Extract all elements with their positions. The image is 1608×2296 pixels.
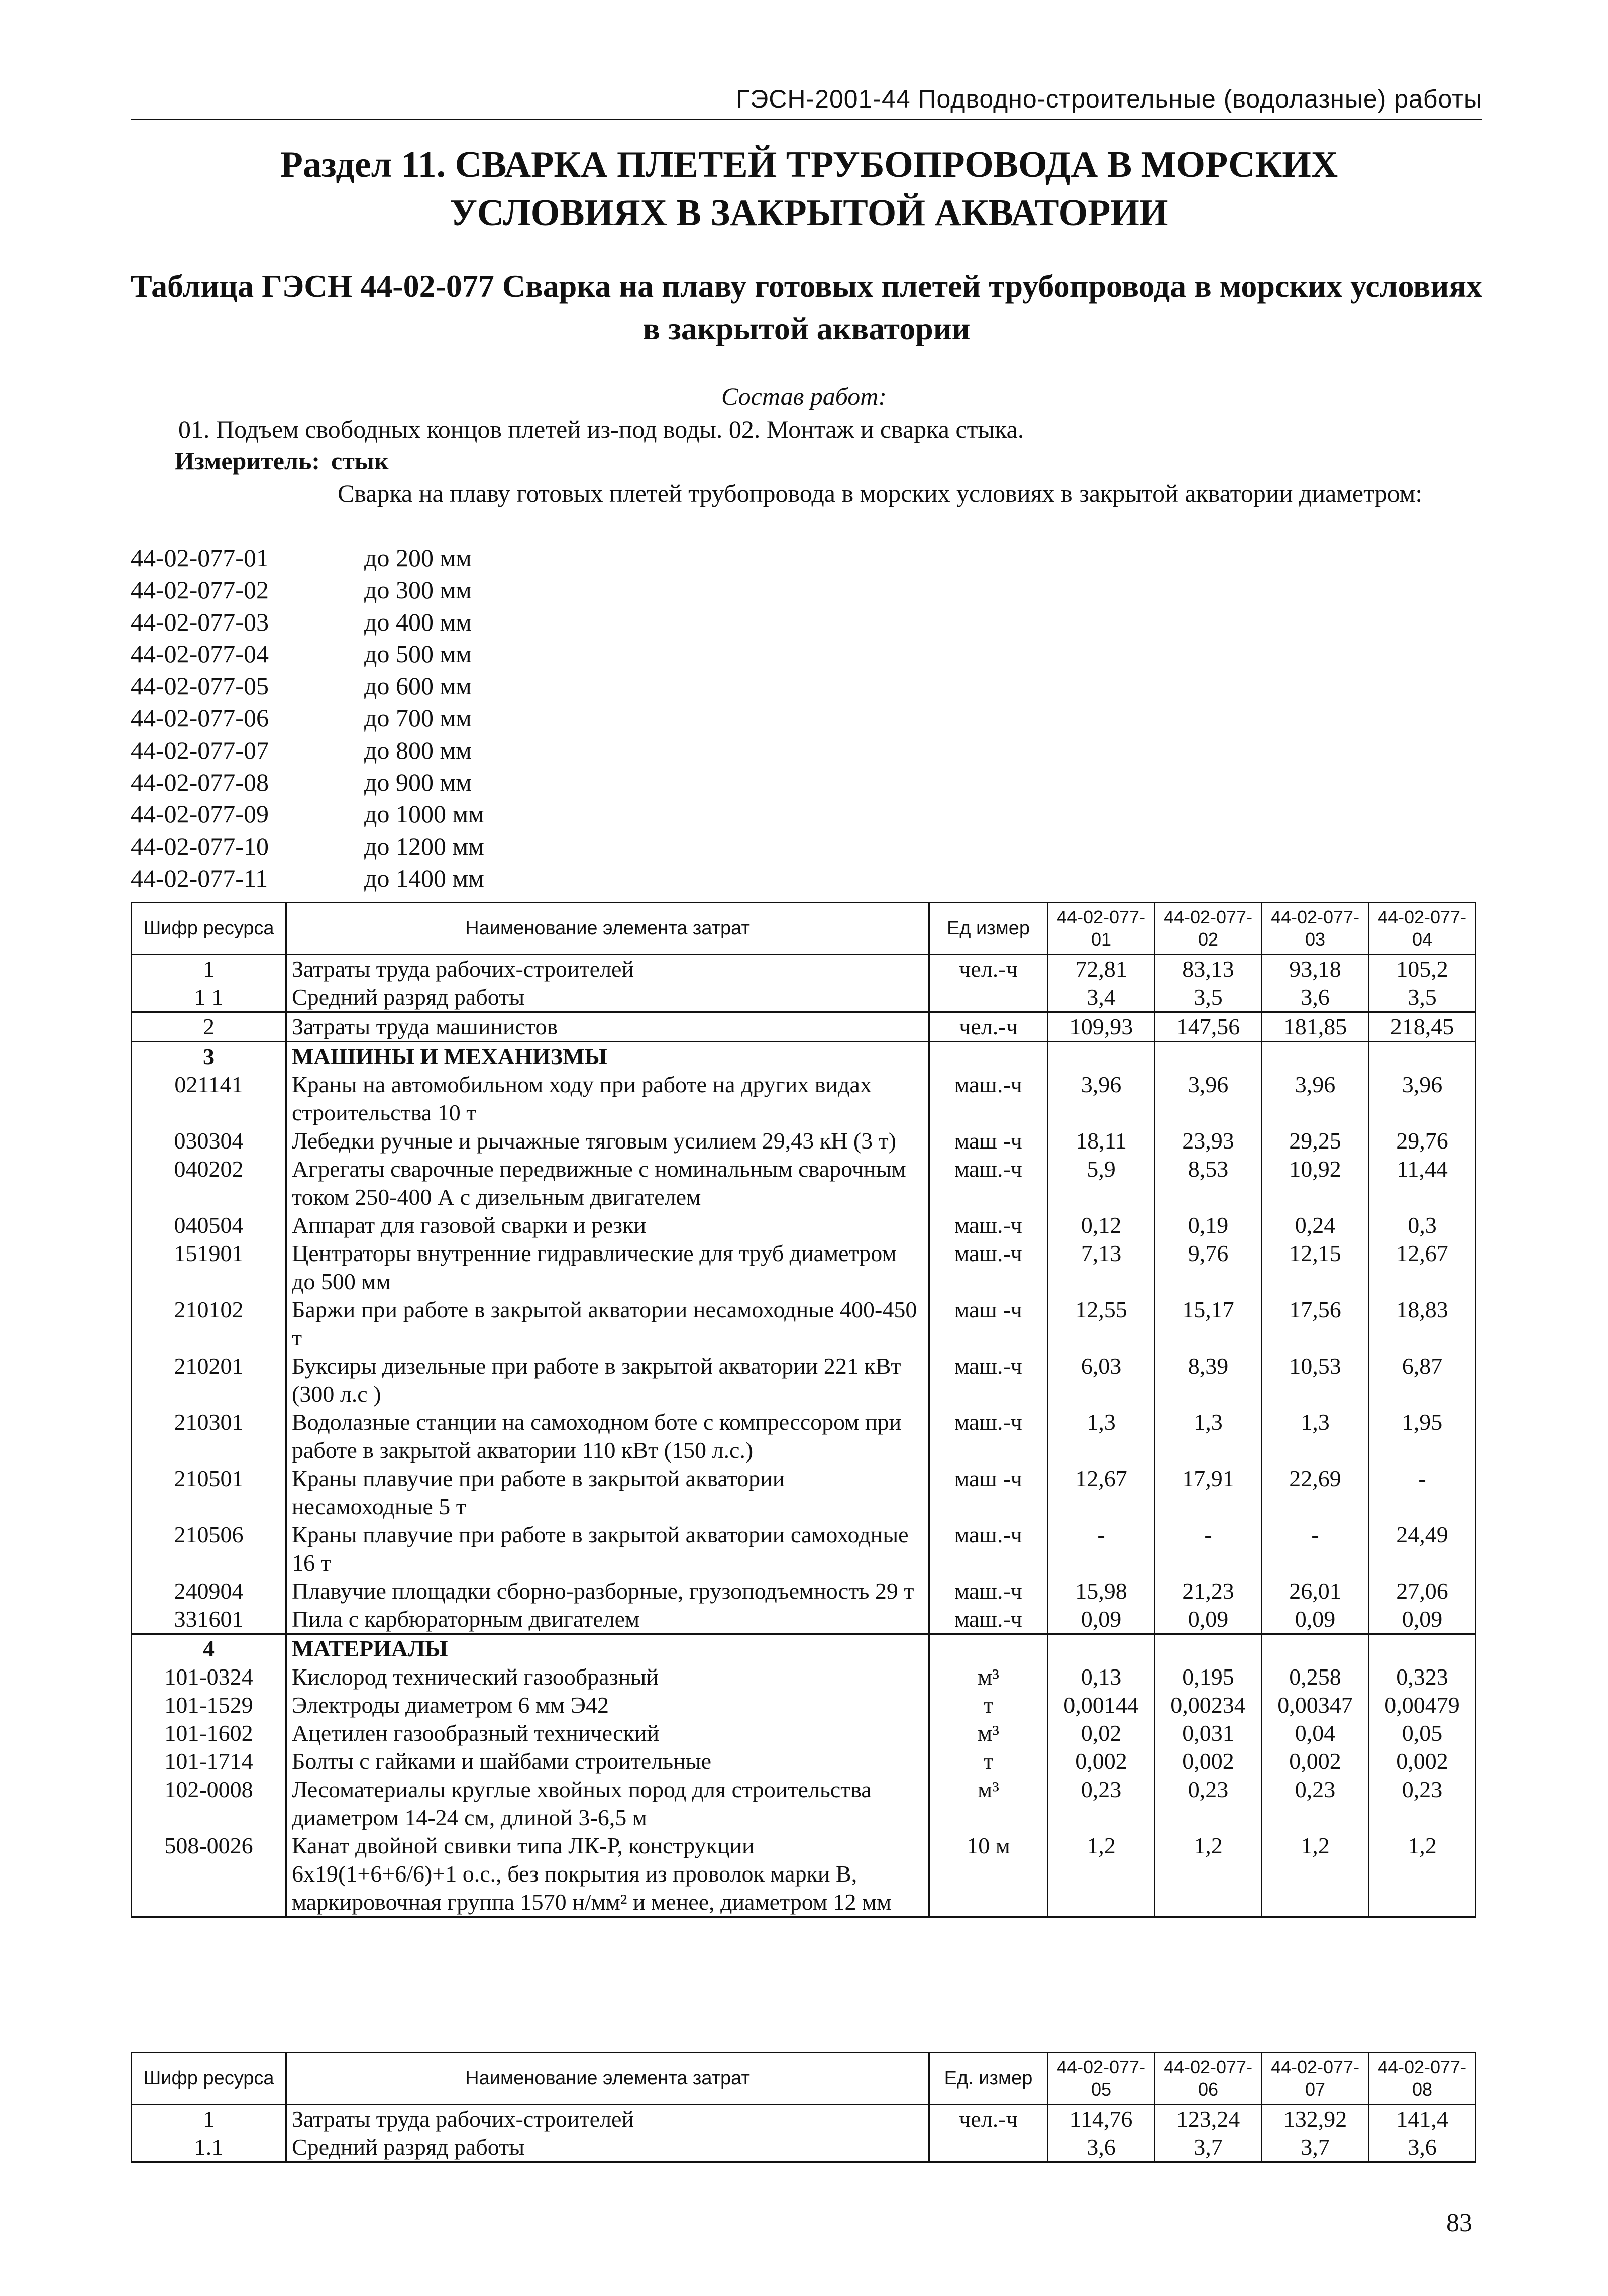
header-norm-3: 44-02-077-03 — [1262, 903, 1369, 955]
code-list-item — [131, 574, 484, 606]
cell-cost-element: Ацетилен газообразный технический — [286, 1719, 929, 1747]
cell-value: 0,00144 — [1048, 1691, 1155, 1719]
table-row — [132, 1719, 1476, 1747]
cell-value: 1,3 — [1155, 1408, 1262, 1465]
table-title: Таблица ГЭСН 44-02-077 Сварка на плаву готовых плетей трубопровода в морских условиях в закрытой акватории — [131, 268, 1482, 346]
code-list-item — [131, 702, 484, 735]
cell-value: 3,96 — [1369, 1071, 1476, 1127]
cell-value: 0,3 — [1369, 1211, 1476, 1239]
cell-resource-code: 508-0026 — [132, 1832, 286, 1917]
header-cost-element: Наименование элемента затрат — [286, 903, 929, 955]
cell-value: 114,76 — [1048, 2105, 1155, 2134]
cell-value: 105,2 — [1369, 955, 1476, 984]
table-row — [132, 1691, 1476, 1719]
cell-value: 12,15 — [1262, 1239, 1369, 1296]
item-code: 44-02-077-05 — [131, 672, 269, 700]
table-header-row — [132, 2053, 1476, 2105]
cell-value: 3,6 — [1048, 2133, 1155, 2162]
cell-cost-element: Болты с гайками и шайбами строительные — [286, 1747, 929, 1776]
cell-unit: т — [929, 1747, 1048, 1776]
code-list-item — [131, 767, 484, 799]
cell-cost-element: Водолазные станции на самоходном боте с компрессором при работе в закрытой акватории 110 кВт (150 л.с.) — [286, 1408, 929, 1465]
cell-value: 3,5 — [1155, 983, 1262, 1012]
cell-value: 0,09 — [1155, 1605, 1262, 1634]
item-code: 44-02-077-02 — [131, 575, 269, 604]
cell-value: 0,13 — [1048, 1663, 1155, 1691]
item-label: до 1000 мм — [364, 800, 484, 828]
cell-cost-element: Краны на автомобильном ходу при работе на других видах строительства 10 т — [286, 1071, 929, 1127]
cell-value — [1369, 1634, 1476, 1663]
cell-value: 141,4 — [1369, 2105, 1476, 2134]
cell-value: - — [1048, 1521, 1155, 1577]
cell-resource-code: 210501 — [132, 1465, 286, 1521]
cell-cost-element: Баржи при работе в закрытой акватории несамоходные 400-450 т — [286, 1296, 929, 1352]
cell-unit: маш.-ч — [929, 1577, 1048, 1605]
cell-unit: маш.-ч — [929, 1211, 1048, 1239]
item-code: 44-02-077-01 — [131, 544, 269, 572]
cell-cost-element: Затраты труда рабочих-строителей — [286, 955, 929, 984]
cell-resource-code: 210201 — [132, 1352, 286, 1408]
item-label: до 900 мм — [364, 768, 472, 796]
header-norm-1: 44-02-077-05 — [1048, 2053, 1155, 2105]
cell-unit: 10 м — [929, 1832, 1048, 1917]
header-norm-1: 44-02-077-01 — [1048, 903, 1155, 955]
item-label: до 1200 мм — [364, 832, 484, 861]
cell-cost-element: Электроды диаметром 6 мм Э42 — [286, 1691, 929, 1719]
table-row — [132, 1155, 1476, 1211]
cell-cost-element: Краны плавучие при работе в закрытой акватории самоходные 16 т — [286, 1521, 929, 1577]
code-list-item — [131, 638, 484, 670]
cell-value: 24,49 — [1369, 1521, 1476, 1577]
table-row — [132, 1042, 1476, 1071]
header-norm-2: 44-02-077-02 — [1155, 903, 1262, 955]
cell-resource-code: 101-1714 — [132, 1747, 286, 1776]
code-list-item — [131, 606, 484, 639]
cell-value: 1,3 — [1262, 1408, 1369, 1465]
cell-value: 23,93 — [1155, 1127, 1262, 1155]
table-row — [132, 1465, 1476, 1521]
cell-resource-code: 4 — [132, 1634, 286, 1663]
cell-value: 3,96 — [1155, 1071, 1262, 1127]
cell-value: 12,55 — [1048, 1296, 1155, 1352]
table-row — [132, 1776, 1476, 1832]
cell-value: 0,258 — [1262, 1663, 1369, 1691]
header-norm-3: 44-02-077-07 — [1262, 2053, 1369, 2105]
cell-value: 21,23 — [1155, 1577, 1262, 1605]
cell-cost-element: Агрегаты сварочные передвижные с номинальным сварочным током 250-400 А с дизельным двигателем — [286, 1155, 929, 1211]
cell-resource-code: 101-1602 — [132, 1719, 286, 1747]
cell-value: 15,98 — [1048, 1577, 1155, 1605]
table-row — [132, 1127, 1476, 1155]
cell-value: 3,7 — [1155, 2133, 1262, 2162]
cell-resource-code: 101-0324 — [132, 1663, 286, 1691]
cell-value: 0,24 — [1262, 1211, 1369, 1239]
measure-label: Измеритель: — [175, 447, 320, 475]
item-label: до 800 мм — [364, 736, 472, 764]
item-code: 44-02-077-04 — [131, 640, 269, 668]
section-title: Раздел 11. СВАРКА ПЛЕТЕЙ ТРУБОПРОВОДА В МОРСКИХ УСЛОВИЯХ В ЗАКРЫТОЙ АКВАТОРИИ — [280, 144, 1338, 234]
cell-cost-element: Затраты труда машинистов — [286, 1012, 929, 1042]
cell-value: 0,02 — [1048, 1719, 1155, 1747]
header-unit: Ед измер — [929, 903, 1048, 955]
item-code: 44-02-077-06 — [131, 703, 269, 732]
cell-unit: т — [929, 1691, 1048, 1719]
cell-resource-code: 331601 — [132, 1605, 286, 1634]
table-row — [132, 1408, 1476, 1465]
cell-value: 109,93 — [1048, 1012, 1155, 1042]
cell-unit — [929, 983, 1048, 1012]
cell-resource-code: 021141 — [132, 1071, 286, 1127]
cell-value: 5,9 — [1048, 1155, 1155, 1211]
table-row — [132, 1296, 1476, 1352]
header-resource-code: Шифр ресурса — [132, 903, 286, 955]
cell-value: 9,76 — [1155, 1239, 1262, 1296]
cell-value: 0,23 — [1048, 1776, 1155, 1832]
cell-resource-code: 3 — [132, 1042, 286, 1071]
cell-value: 93,18 — [1262, 955, 1369, 984]
table-row — [132, 1012, 1476, 1042]
cell-value — [1155, 1042, 1262, 1071]
cell-value: 3,96 — [1262, 1071, 1369, 1127]
cell-value — [1262, 1634, 1369, 1663]
table-row — [132, 1832, 1476, 1917]
cell-value — [1048, 1634, 1155, 1663]
cell-value: 17,56 — [1262, 1296, 1369, 1352]
cell-value: 0,09 — [1369, 1605, 1476, 1634]
table-row — [132, 1605, 1476, 1634]
code-list-item — [131, 830, 484, 863]
cell-resource-code: 1 — [132, 2105, 286, 2134]
cell-unit: маш -ч — [929, 1465, 1048, 1521]
cell-value: 12,67 — [1048, 1465, 1155, 1521]
cell-cost-element: Затраты труда рабочих-строителей — [286, 2105, 929, 2134]
code-list-item — [131, 798, 484, 830]
cell-cost-element: Средний разряд работы — [286, 2133, 929, 2162]
cell-cost-element: МАШИНЫ И МЕХАНИЗМЫ — [286, 1042, 929, 1071]
cell-value: 3,6 — [1369, 2133, 1476, 2162]
item-code: 44-02-077-10 — [131, 832, 269, 861]
table-header-row — [132, 903, 1476, 955]
cell-value: 132,92 — [1262, 2105, 1369, 2134]
cell-value: 3,4 — [1048, 983, 1155, 1012]
cell-value: 0,00347 — [1262, 1691, 1369, 1719]
table-row — [132, 1577, 1476, 1605]
cell-unit: м³ — [929, 1663, 1048, 1691]
cell-unit: маш -ч — [929, 1296, 1048, 1352]
cell-cost-element: Буксиры дизельные при работе в закрытой акватории 221 кВт (300 л.с ) — [286, 1352, 929, 1408]
cell-value: 18,11 — [1048, 1127, 1155, 1155]
cell-value: 8,53 — [1155, 1155, 1262, 1211]
cell-value: 1,2 — [1262, 1832, 1369, 1917]
cell-value: 3,5 — [1369, 983, 1476, 1012]
cell-resource-code: 210102 — [132, 1296, 286, 1352]
cell-value — [1369, 1042, 1476, 1071]
table-row — [132, 1521, 1476, 1577]
cell-value — [1155, 1634, 1262, 1663]
cell-value: 0,09 — [1262, 1605, 1369, 1634]
cell-resource-code: 040504 — [132, 1211, 286, 1239]
cell-value: 26,01 — [1262, 1577, 1369, 1605]
cell-value: 29,25 — [1262, 1127, 1369, 1155]
cell-value: 0,19 — [1155, 1211, 1262, 1239]
cell-value: 10,53 — [1262, 1352, 1369, 1408]
cell-value: 27,06 — [1369, 1577, 1476, 1605]
cell-value: 0,00234 — [1155, 1691, 1262, 1719]
cell-value: 1,2 — [1048, 1832, 1155, 1917]
composition-heading: Состав работ: — [721, 382, 887, 410]
cell-value: 181,85 — [1262, 1012, 1369, 1042]
item-label: до 500 мм — [364, 640, 472, 668]
cost-table-1 — [131, 902, 1476, 1918]
cell-resource-code: 030304 — [132, 1127, 286, 1155]
header-cost-element: Наименование элемента затрат — [286, 2053, 929, 2105]
header-norm-2: 44-02-077-06 — [1155, 2053, 1262, 2105]
cell-unit: чел.-ч — [929, 2105, 1048, 2134]
cell-resource-code: 151901 — [132, 1239, 286, 1296]
header-unit: Ед. измер — [929, 2053, 1048, 2105]
cell-resource-code: 1 — [132, 955, 286, 984]
header-norm-4: 44-02-077-04 — [1369, 903, 1476, 955]
cell-value: 3,6 — [1262, 983, 1369, 1012]
cell-value: 1,2 — [1369, 1832, 1476, 1917]
cell-value: 72,81 — [1048, 955, 1155, 984]
cell-value: 1,2 — [1155, 1832, 1262, 1917]
cell-value: 83,13 — [1155, 955, 1262, 984]
cell-value: 0,002 — [1048, 1747, 1155, 1776]
table-row — [132, 2133, 1476, 2162]
cell-value: 15,17 — [1155, 1296, 1262, 1352]
composition-text: 01. Подъем свободных концов плетей из-под воды. 02. Монтаж и сварка стыка. — [178, 415, 1024, 443]
cell-value: 0,031 — [1155, 1719, 1262, 1747]
cell-cost-element: Канат двойной свивки типа ЛК-Р, конструкции 6х19(1+6+6/6)+1 о.с., без покрытия из проволок марки В, маркировочная группа 1570 н/мм² и менее, диаметром 12 мм — [286, 1832, 929, 1917]
cell-value: 123,24 — [1155, 2105, 1262, 2134]
cell-resource-code: 210301 — [132, 1408, 286, 1465]
work-description: Сварка на плаву готовых плетей трубопровода в морских условиях в закрытой акватории диаметром: — [338, 479, 1423, 507]
item-label: до 600 мм — [364, 672, 472, 700]
cell-resource-code: 040202 — [132, 1155, 286, 1211]
item-code: 44-02-077-09 — [131, 800, 269, 828]
cell-unit — [929, 1634, 1048, 1663]
page-number: 83 — [1446, 2209, 1472, 2237]
cell-cost-element: Лесоматериалы круглые хвойных пород для строительства диаметром 14-24 см, длиной 3-6,5 м — [286, 1776, 929, 1832]
measure-value: стык — [331, 447, 389, 475]
item-code: 44-02-077-07 — [131, 736, 269, 764]
cell-value: 6,87 — [1369, 1352, 1476, 1408]
measure — [175, 446, 389, 475]
cell-value: 0,05 — [1369, 1719, 1476, 1747]
cell-value: 8,39 — [1155, 1352, 1262, 1408]
cell-value: - — [1155, 1521, 1262, 1577]
cell-value — [1262, 1042, 1369, 1071]
cell-cost-element: Плавучие площадки сборно-разборные, грузоподъемность 29 т — [286, 1577, 929, 1605]
table-row — [132, 2105, 1476, 2134]
cell-resource-code: 240904 — [132, 1577, 286, 1605]
table-row — [132, 1747, 1476, 1776]
cell-resource-code: 2 — [132, 1012, 286, 1042]
cell-value: 0,04 — [1262, 1719, 1369, 1747]
cell-cost-element: Кислород технический газообразный — [286, 1663, 929, 1691]
code-list-item — [131, 863, 484, 895]
cell-value: 10,92 — [1262, 1155, 1369, 1211]
cell-value: 0,23 — [1155, 1776, 1262, 1832]
cell-value: 7,13 — [1048, 1239, 1155, 1296]
item-code: 44-02-077-08 — [131, 768, 269, 796]
table-row — [132, 1634, 1476, 1663]
header-norm-4: 44-02-077-08 — [1369, 2053, 1476, 2105]
cell-cost-element: Аппарат для газовой сварки и резки — [286, 1211, 929, 1239]
running-header: ГЭСН-2001-44 Подводно-строительные (водолазные) работы — [736, 85, 1482, 113]
cell-unit: м³ — [929, 1719, 1048, 1747]
cell-value: 22,69 — [1262, 1465, 1369, 1521]
cell-cost-element: Лебедки ручные и рычажные тяговым усилием 29,43 кН (3 т) — [286, 1127, 929, 1155]
code-list-item — [131, 542, 484, 574]
cell-value: 0,12 — [1048, 1211, 1155, 1239]
item-label: до 400 мм — [364, 607, 472, 636]
cell-value: 147,56 — [1155, 1012, 1262, 1042]
cell-unit: маш.-ч — [929, 1352, 1048, 1408]
cell-unit: чел.-ч — [929, 955, 1048, 984]
code-list — [131, 542, 484, 895]
table-row — [132, 1211, 1476, 1239]
table-row — [132, 983, 1476, 1012]
item-label: до 300 мм — [364, 575, 472, 604]
cell-unit: м³ — [929, 1776, 1048, 1832]
cell-resource-code: 1 1 — [132, 983, 286, 1012]
cell-value: 0,002 — [1262, 1747, 1369, 1776]
cell-resource-code: 101-1529 — [132, 1691, 286, 1719]
cell-value: - — [1262, 1521, 1369, 1577]
item-label: до 700 мм — [364, 703, 472, 732]
cell-value: 17,91 — [1155, 1465, 1262, 1521]
cell-value: 0,195 — [1155, 1663, 1262, 1691]
cell-value: 0,002 — [1155, 1747, 1262, 1776]
header-rule — [131, 119, 1482, 120]
cell-cost-element: Центраторы внутренние гидравлические для труб диаметром до 500 мм — [286, 1239, 929, 1296]
cell-unit — [929, 1042, 1048, 1071]
cell-value: - — [1369, 1465, 1476, 1521]
cell-value: 3,96 — [1048, 1071, 1155, 1127]
table-row — [132, 1071, 1476, 1127]
cell-value: 29,76 — [1369, 1127, 1476, 1155]
cell-value: 6,03 — [1048, 1352, 1155, 1408]
cell-unit: маш.-ч — [929, 1605, 1048, 1634]
cell-cost-element: Краны плавучие при работе в закрытой акватории несамоходные 5 т — [286, 1465, 929, 1521]
cell-value: 0,23 — [1262, 1776, 1369, 1832]
cell-value: 0,00479 — [1369, 1691, 1476, 1719]
cell-resource-code: 210506 — [132, 1521, 286, 1577]
cell-unit: маш -ч — [929, 1127, 1048, 1155]
cell-value: 3,7 — [1262, 2133, 1369, 2162]
code-list-item — [131, 670, 484, 702]
cell-unit: маш.-ч — [929, 1155, 1048, 1211]
code-list-item — [131, 735, 484, 767]
header-resource-code: Шифр ресурса — [132, 2053, 286, 2105]
item-label: до 1400 мм — [364, 864, 484, 892]
cost-table-2 — [131, 2052, 1476, 2163]
cell-value: 0,002 — [1369, 1747, 1476, 1776]
cell-resource-code: 102-0008 — [132, 1776, 286, 1832]
table-row — [132, 1663, 1476, 1691]
cell-unit: маш.-ч — [929, 1239, 1048, 1296]
cell-value: 0,23 — [1369, 1776, 1476, 1832]
cell-value: 218,45 — [1369, 1012, 1476, 1042]
cell-unit: чел.-ч — [929, 1012, 1048, 1042]
item-label: до 200 мм — [364, 544, 472, 572]
cell-cost-element: МАТЕРИАЛЫ — [286, 1634, 929, 1663]
table-row — [132, 955, 1476, 984]
cell-value: 11,44 — [1369, 1155, 1476, 1211]
cell-cost-element: Средний разряд работы — [286, 983, 929, 1012]
cell-value: 0,323 — [1369, 1663, 1476, 1691]
cell-unit: маш.-ч — [929, 1408, 1048, 1465]
cell-value: 18,83 — [1369, 1296, 1476, 1352]
cell-unit: маш.-ч — [929, 1071, 1048, 1127]
cell-value: 1,3 — [1048, 1408, 1155, 1465]
cell-unit — [929, 2133, 1048, 2162]
item-code: 44-02-077-11 — [131, 864, 268, 892]
table-row — [132, 1239, 1476, 1296]
cell-resource-code: 1.1 — [132, 2133, 286, 2162]
cell-cost-element: Пила с карбюраторным двигателем — [286, 1605, 929, 1634]
item-code: 44-02-077-03 — [131, 607, 269, 636]
table-row — [132, 1352, 1476, 1408]
cell-value: 0,09 — [1048, 1605, 1155, 1634]
cell-unit: маш.-ч — [929, 1521, 1048, 1577]
cell-value: 1,95 — [1369, 1408, 1476, 1465]
cell-value: 12,67 — [1369, 1239, 1476, 1296]
cell-value — [1048, 1042, 1155, 1071]
